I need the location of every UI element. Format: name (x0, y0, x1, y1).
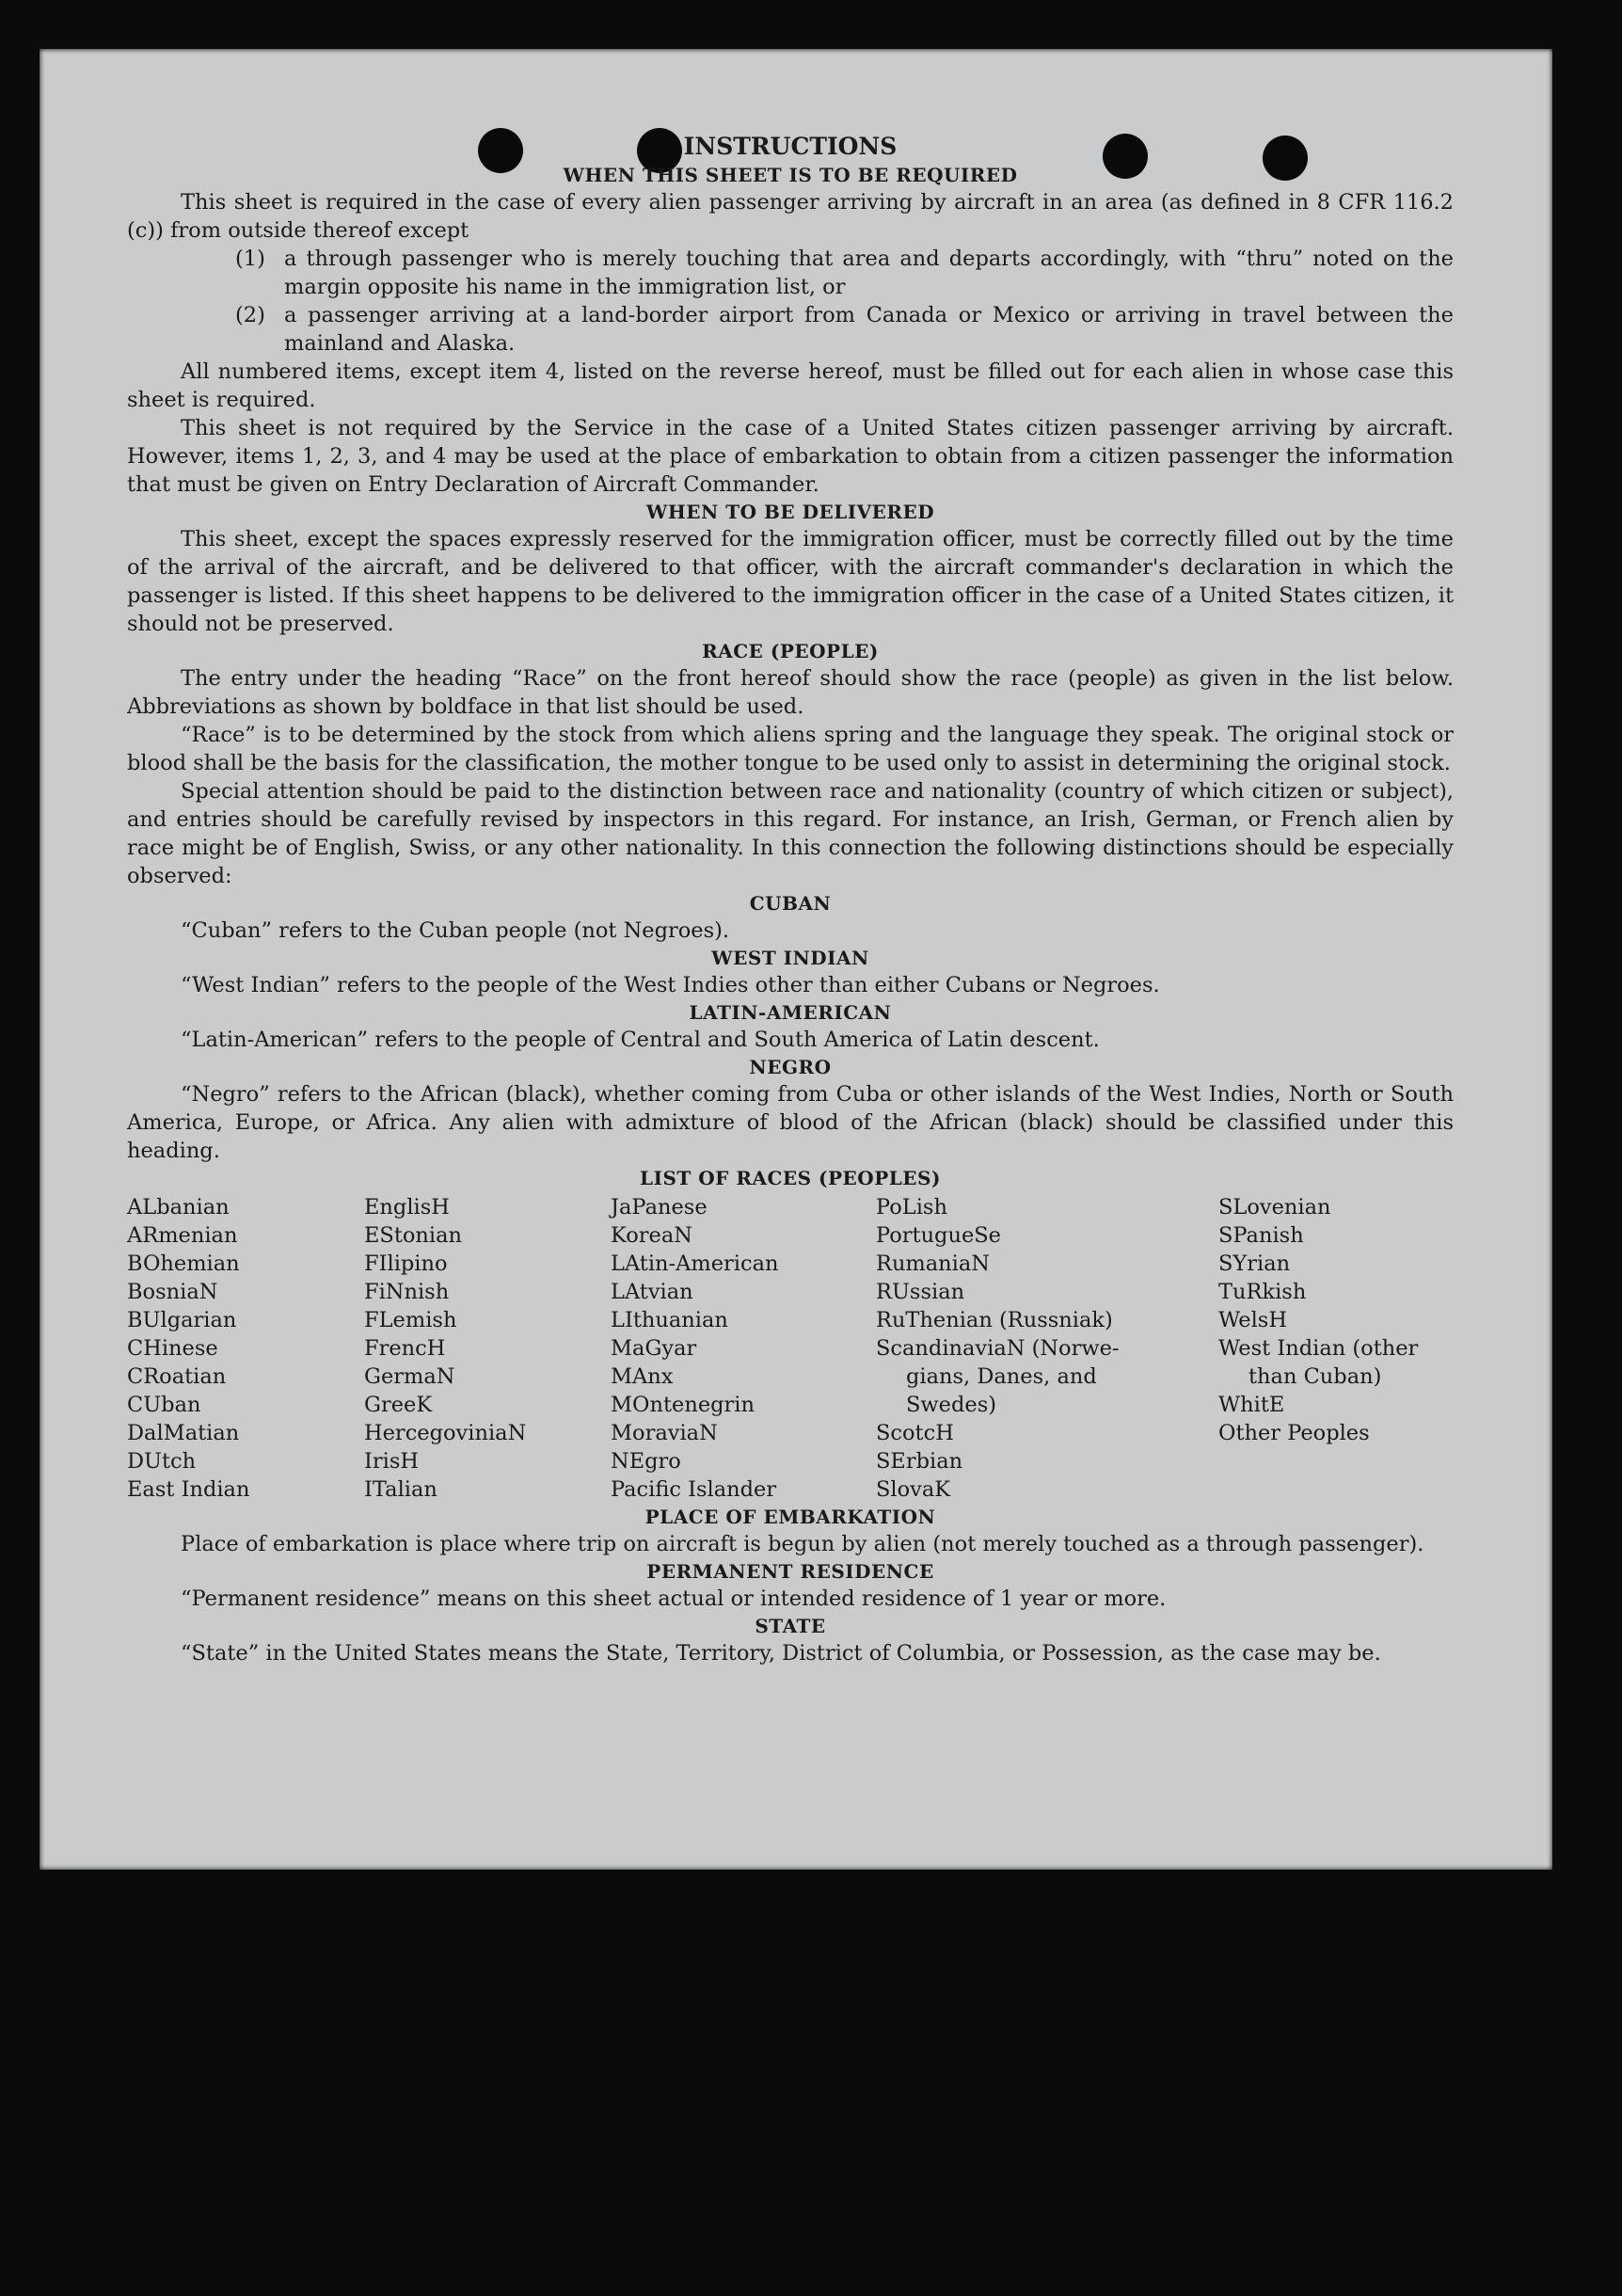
definition: “Negro” refers to the African (black), whether coming from Cuba or other islands of the West Indies, North or South America, Europe, or Africa. Any alien with admixture of blood of the African (black) should be classified under this heading. (127, 1082, 1454, 1163)
race-entry: ALbanian (127, 1195, 230, 1220)
race-entry: NEgro (611, 1449, 681, 1474)
race-entry: BUlgarian (127, 1308, 237, 1332)
definition: Place of embarkation is place where trip on aircraft is begun by alien (not merely touched as a through passenger). (181, 1532, 1424, 1556)
item-text: a through passenger who is merely touching that area and departs accordingly, with “thru” noted on the margin opposite his name in the immigration list, or (284, 247, 1454, 299)
race-entry: FiNnish (364, 1280, 450, 1304)
race-entry: West Indian (other (1218, 1336, 1419, 1361)
race-entry: RuThenian (Russniak) (876, 1308, 1113, 1332)
race-entry: SlovaK (876, 1477, 951, 1502)
race-entry: ScandinaviaN (Norwe- (876, 1336, 1120, 1361)
race-entry: East Indian (127, 1477, 250, 1502)
list-item (127, 301, 1454, 358)
race-entry: KoreaN (611, 1223, 692, 1248)
race-entry: DalMatian (127, 1421, 240, 1445)
page-title: INSTRUCTIONS (683, 133, 898, 160)
race-entry: ITalian (364, 1477, 437, 1502)
definition: “West Indian” refers to the people of the West Indies other than either Cubans or Negroes. (181, 973, 1160, 997)
race-entry: EnglisH (364, 1195, 450, 1220)
race-entry: CHinese (127, 1336, 218, 1361)
race-entry: FLemish (364, 1308, 457, 1332)
item-text: a passenger arriving at a land-border airport from Canada or Mexico or arriving in travel between the mainland and Alaska. (284, 303, 1454, 356)
definition: “Latin-American” refers to the people of Central and South America of Latin descent. (181, 1028, 1100, 1052)
section-heading-when-required: WHEN THIS SHEET IS TO BE REQUIRED (563, 164, 1018, 186)
definition: “State” in the United States means the State, Territory, District of Columbia, or Possession, as the case may be. (181, 1641, 1381, 1666)
instructions-content (127, 132, 1454, 1667)
race-entry: WhitE (1218, 1393, 1285, 1417)
race-entry: SLovenian (1218, 1195, 1331, 1220)
race-entry: MoraviaN (611, 1421, 718, 1445)
race-entry: BOhemian (127, 1252, 240, 1276)
section-heading-latin-american: LATIN-AMERICAN (689, 1001, 892, 1024)
race-entry: ARmenian (127, 1223, 238, 1248)
paragraph: This sheet is not required by the Service in the case of a United States citizen passenger arriving by aircraft. However, items 1, 2, 3, and 4 may be used at the place of embarkation to obtain from a citizen passenger the information that must be given on Entry Declaration of Aircraft Commander. (127, 416, 1454, 497)
section-heading-place-of-embarkation: PLACE OF EMBARKATION (644, 1506, 936, 1528)
race-entry: gians, Danes, and (906, 1364, 1097, 1389)
race-entry: Pacific Islander (611, 1477, 777, 1502)
paragraph: This sheet, except the spaces expressly reserved for the immigration officer, must be correctly filled out by the time of the arrival of the aircraft, and be delivered to that officer, with the aircraft commander's declaration in which the passenger is listed. If this sheet happens to be delivered to the immigration officer in the case of a United States citizen, it should not be preserved. (127, 527, 1454, 636)
race-entry: BosniaN (127, 1280, 218, 1304)
race-entry: than Cuban) (1248, 1364, 1382, 1389)
section-heading-permanent-residence: PERMANENT RESIDENCE (646, 1560, 934, 1583)
list-item (127, 245, 1454, 301)
race-entry: SYrian (1218, 1252, 1291, 1276)
paragraph: All numbered items, except item 4, listed on the reverse hereof, must be filled out for each alien in whose case this sheet is required. (127, 359, 1454, 412)
races-column (1218, 1193, 1454, 1504)
race-entry: EStonian (364, 1223, 463, 1248)
races-column (876, 1193, 1218, 1504)
section-heading-state: STATE (755, 1615, 826, 1637)
race-entry: GreeK (364, 1393, 433, 1417)
race-entry: FrencH (364, 1336, 446, 1361)
race-entry: MOntenegrin (611, 1393, 755, 1417)
races-column (127, 1193, 364, 1504)
race-entry: FIlipino (364, 1252, 448, 1276)
section-heading-negro: NEGRO (749, 1056, 832, 1078)
race-entry: MaGyar (611, 1336, 697, 1361)
item-number: (2) (235, 303, 265, 327)
section-heading-list-of-races: LIST OF RACES (PEOPLES) (640, 1167, 941, 1189)
race-entry: WelsH (1218, 1308, 1287, 1332)
race-entry: LIthuanian (611, 1308, 728, 1332)
race-entry: RUssian (876, 1280, 965, 1304)
race-entry: RumaniaN (876, 1252, 990, 1276)
race-entry: SErbian (876, 1449, 963, 1474)
race-entry: LAtin-American (611, 1252, 779, 1276)
races-column (611, 1193, 876, 1504)
paragraph: The entry under the heading “Race” on the front hereof should show the race (people) as given in the list below. Abbreviations as shown by boldface in that list should be used. (127, 666, 1454, 719)
race-entry: SPanish (1218, 1223, 1304, 1248)
paragraph: Special attention should be paid to the distinction between race and nationality (country of which citizen or subject), and entries should be carefully revised by inspectors in this regard. For instance, an Irish, German, or French alien by race might be of English, Swiss, or any other nationality. In this connection the following distinctions should be especially observed: (127, 779, 1454, 888)
section-heading-west-indian: WEST INDIAN (711, 947, 869, 969)
section-heading-cuban: CUBAN (749, 892, 832, 915)
race-entry: Other Peoples (1218, 1421, 1370, 1445)
race-entry: TuRkish (1218, 1280, 1307, 1304)
race-entry: LAtvian (611, 1280, 693, 1304)
definition: “Permanent residence” means on this sheet actual or intended residence of 1 year or more. (181, 1586, 1167, 1611)
race-entry: CRoatian (127, 1364, 227, 1389)
race-entry: ScotcH (876, 1421, 954, 1445)
race-entry: PoLish (876, 1195, 947, 1220)
race-entry: GermaN (364, 1364, 455, 1389)
races-column (364, 1193, 611, 1504)
race-entry: PortugueSe (876, 1223, 1002, 1248)
paragraph: “Race” is to be determined by the stock from which aliens spring and the language they speak. The original stock or blood shall be the basis for the classification, the mother tongue to be used only to assist in determining the original stock. (127, 723, 1454, 775)
section-heading-when-delivered: WHEN TO BE DELIVERED (645, 501, 935, 523)
race-entry: Swedes) (906, 1393, 997, 1417)
races-list (127, 1193, 1454, 1504)
race-entry: CUban (127, 1393, 201, 1417)
race-entry: HercegoviniaN (364, 1421, 527, 1445)
race-entry: JaPanese (611, 1195, 708, 1220)
paragraph: This sheet is required in the case of every alien passenger arriving by aircraft in an area (as defined in 8 CFR 116.2 (c)) from outside thereof except (127, 190, 1454, 243)
race-entry: MAnx (611, 1364, 674, 1389)
race-entry: IrisH (364, 1449, 420, 1474)
definition: “Cuban” refers to the Cuban people (not Negroes). (181, 918, 730, 943)
race-entry: DUtch (127, 1449, 197, 1474)
section-heading-race: RACE (PEOPLE) (702, 640, 879, 662)
item-number: (1) (235, 247, 265, 271)
